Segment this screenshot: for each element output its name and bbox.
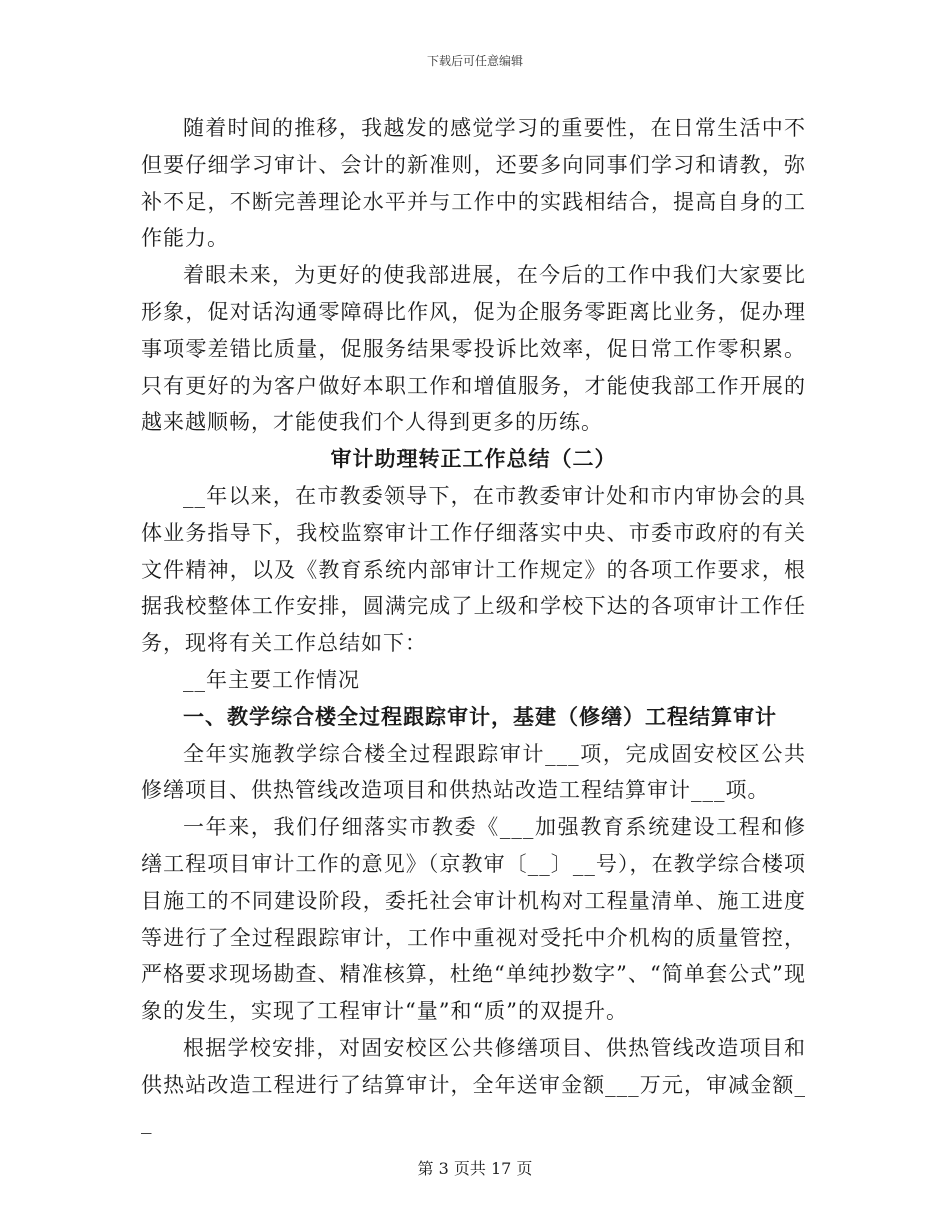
paragraph: 全年实施教学综合楼全过程跟踪审计___项，完成固安校区公共修缮项目、供热管线改造项目和供热站改造工程结算审计___项。	[141, 741, 806, 803]
page-header: 下载后可任意编辑	[426, 54, 523, 68]
page-footer: 第 3 页共 17 页	[417, 1159, 533, 1178]
document-body	[141, 110, 806, 1140]
paragraph: 根据学校安排，对固安校区公共修缮项目、供热管线改造项目和供热站改造工程进行了结算审计，全年送审金额___万元，审减金额__	[141, 1035, 806, 1134]
paragraph: 一年来，我们仔细落实市教委《___加强教育系统建设工程和修缮工程项目审计工作的意见》（京教审〔__〕__号），在教学综合楼项目施工的不同建设阶段，委托社会审计机构对工程量清单、施工进度等进行了全过程跟踪审计，工作中重视对受托中介机构的质量管控，严格要求现场勘查、精准核算，杜绝“单纯抄数字”、“简单套公式”现象的发生，实现了工程审计“量”和“质”的双提升。	[141, 815, 806, 1024]
paragraph: 随着时间的推移，我越发的感觉学习的重要性，在日常生活中不但要仔细学习审计、会计的新准则，还要多向同事们学习和请教，弥补不足，不断完善理论水平并与工作中的实践相结合，提高自身的工作能力。	[141, 116, 806, 251]
section-title: 审计助理转正工作总结（二）	[330, 446, 617, 472]
section-heading: 一、教学综合楼全过程跟踪审计，基建（修缮）工程结算审计	[183, 703, 777, 729]
paragraph: 着眼未来，为更好的使我部进展，在今后的工作中我们大家要比形象，促对话沟通零障碍比作风，促为企服务零距离比业务，促办理事项零差错比质量，促服务结果零投诉比效率，促日常工作零积累。只有更好的为客户做好本职工作和增值服务，才能使我部工作开展的越来越顺畅，才能使我们个人得到更多的历练。	[141, 263, 806, 435]
paragraph: __年主要工作情况	[183, 667, 360, 692]
paragraph: __年以来，在市教委领导下，在市教委审计处和市内审协会的具体业务指导下，我校监察审计工作仔细落实中央、市委市政府的有关文件精神，以及《教育系统内部审计工作规定》的各项工作要求，根据我校整体工作安排，圆满完成了上级和学校下达的各项审计工作任务，现将有关工作总结如下：	[141, 483, 806, 656]
